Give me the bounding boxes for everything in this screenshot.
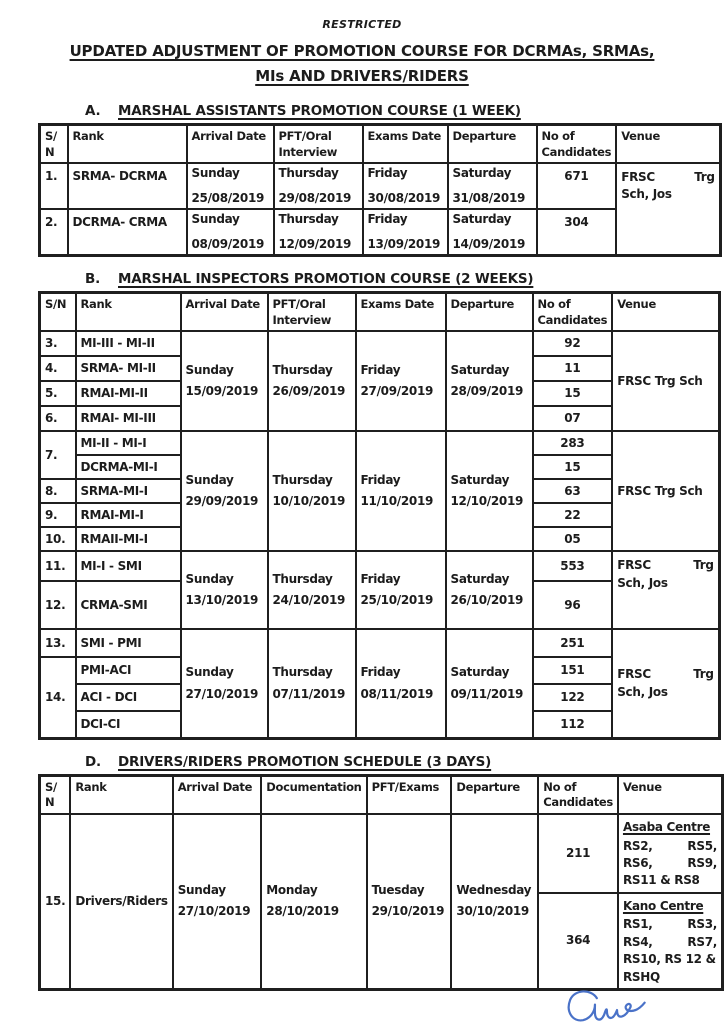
table-row — [40, 629, 720, 657]
pft-day: Thursday — [278, 212, 339, 227]
col-header-candidates: No of Candidates — [533, 293, 613, 332]
exam-day: Friday — [360, 665, 401, 680]
departure-day: Saturday — [450, 571, 510, 586]
sn-cell: 4. — [40, 356, 76, 381]
arrival-cell — [187, 163, 274, 209]
departure-date: 12/10/2019 — [450, 494, 524, 509]
venue-line1 — [617, 666, 714, 683]
document-title-line1: UPDATED ADJUSTMENT OF PROMOTION COURSE FOR DCRMAs, SRMAs, — [69, 42, 655, 60]
table-a-header-row — [40, 125, 721, 164]
candidates-cell: 283 — [533, 431, 613, 455]
rank-cell: RMAI-MI-II — [76, 381, 181, 406]
departure-date: 14/09/2019 — [452, 236, 526, 251]
sn-cell: 3. — [40, 331, 76, 356]
col-header-venue: Venue — [618, 775, 723, 814]
section-b-heading — [85, 271, 724, 287]
table-row — [40, 551, 720, 581]
rank-cell: ACI - DCI — [76, 684, 181, 711]
section-d-heading — [85, 754, 724, 770]
col-header-arrival: Arrival Date — [181, 293, 268, 332]
venue-cell-kano — [618, 893, 723, 990]
departure-cell — [446, 551, 533, 629]
departure-day: Wednesday — [456, 882, 532, 897]
classification-marking: RESTRICTED — [322, 18, 402, 31]
exam-date: 11/10/2019 — [360, 494, 434, 509]
col-header-candidates: No of Candidates — [538, 775, 618, 814]
pft-date: 24/10/2019 — [272, 593, 346, 608]
col-header-arrival: Arrival Date — [187, 125, 274, 164]
section-d-title: DRIVERS/RIDERS PROMOTION SCHEDULE (3 DAYS) — [118, 753, 492, 770]
pft-day: Tuesday — [371, 882, 425, 897]
arrival-day: Sunday — [185, 472, 234, 487]
documentation-date: 28/10/2019 — [266, 904, 339, 919]
col-header-sn: S/N — [40, 293, 76, 332]
col-header-departure: Departure — [451, 775, 538, 814]
station: RS2, — [622, 838, 653, 853]
rank-cell: CRMA-SMI — [76, 581, 181, 629]
exam-day: Friday — [360, 362, 401, 377]
departure-day: Saturday — [452, 212, 512, 227]
pft-day: Thursday — [272, 362, 333, 377]
departure-date: 31/08/2019 — [452, 190, 526, 205]
station: RS6, — [622, 855, 653, 870]
departure-cell — [446, 431, 533, 551]
arrival-day: Sunday — [185, 571, 234, 586]
exam-date: 08/11/2019 — [360, 686, 434, 701]
arrival-cell — [181, 431, 268, 551]
exams-cell — [363, 209, 448, 256]
departure-cell — [448, 209, 537, 256]
venue-word2: Trg — [694, 170, 715, 185]
sn-cell: 6. — [40, 406, 76, 431]
candidates-cell: 15 — [533, 381, 613, 406]
venue-line — [623, 916, 717, 933]
sn-cell: 2. — [40, 209, 68, 256]
arrival-cell — [181, 331, 268, 431]
station: RS7, — [687, 934, 717, 949]
col-header-exams: Exams Date — [356, 293, 446, 332]
sn-cell: 9. — [40, 503, 76, 527]
venue-line — [623, 838, 717, 855]
marshal-assistants-table — [38, 123, 722, 257]
col-header-candidates: No of Candidates — [537, 125, 617, 164]
sn-cell: 1. — [40, 163, 68, 209]
rank-cell: DCRMA- CRMA — [68, 209, 187, 256]
pft-date: 12/09/2019 — [278, 236, 352, 251]
arrival-cell — [181, 629, 268, 738]
section-a-letter: A. — [85, 103, 101, 119]
rank-cell: SMI - PMI — [76, 629, 181, 657]
rank-cell: RMAI- MI-III — [76, 406, 181, 431]
documentation-day: Monday — [266, 882, 318, 897]
candidates-cell: 07 — [533, 406, 613, 431]
exams-cell — [356, 629, 446, 738]
sn-cell: 12. — [40, 581, 76, 629]
col-header-venue: Venue — [612, 293, 719, 332]
venue-word1: FRSC — [617, 667, 651, 682]
candidates-cell: 63 — [533, 479, 613, 503]
table-row — [40, 431, 720, 455]
sn-cell: 15. — [40, 814, 71, 989]
col-header-sn: S/ N — [40, 775, 71, 814]
col-header-pft: PFT/Oral Interview — [274, 125, 363, 164]
exam-day: Friday — [367, 166, 408, 181]
candidates-cell: 211 — [538, 814, 618, 893]
candidates-cell: 05 — [533, 527, 613, 551]
venue-cell: FRSC Trg Sch — [612, 331, 719, 431]
arrival-day: Sunday — [185, 665, 234, 680]
table-row — [40, 331, 720, 356]
pft-cell — [274, 209, 363, 256]
departure-cell — [446, 629, 533, 738]
rank-cell: MI-I - SMI — [76, 551, 181, 581]
pft-day: Thursday — [272, 472, 333, 487]
arrival-day: Sunday — [177, 882, 226, 897]
col-header-arrival: Arrival Date — [173, 775, 262, 814]
candidates-cell: 22 — [533, 503, 613, 527]
pft-date: 07/11/2019 — [272, 686, 346, 701]
departure-date: 09/11/2019 — [450, 686, 524, 701]
venue-cell — [612, 629, 719, 738]
section-d-letter: D. — [85, 753, 101, 770]
col-header-rank: Rank — [76, 293, 181, 332]
document-title — [0, 39, 724, 89]
rank-cell: MI-II - MI-I — [76, 431, 181, 455]
col-header-rank: Rank — [68, 125, 187, 164]
arrival-day: Sunday — [185, 362, 234, 377]
sn-cell: 8. — [40, 479, 76, 503]
col-header-pft-exams: PFT/Exams — [367, 775, 452, 814]
centre-name: Kano Centre — [622, 898, 704, 913]
departure-date: 30/10/2019 — [456, 904, 529, 919]
departure-cell — [451, 814, 538, 989]
documentation-cell — [261, 814, 366, 989]
candidates-cell: 122 — [533, 684, 613, 711]
rank-cell: Drivers/Riders — [70, 814, 172, 989]
arrival-day: Sunday — [191, 166, 240, 181]
station: RS5, — [687, 838, 717, 853]
section-a-title: MARSHAL ASSISTANTS PROMOTION COURSE (1 WEEK) — [118, 103, 521, 119]
station: RS9, — [687, 855, 717, 870]
signature — [560, 987, 652, 1024]
col-header-departure: Departure — [448, 125, 537, 164]
candidates-cell: 11 — [533, 356, 613, 381]
exam-day: Friday — [367, 212, 408, 227]
venue-cell: FRSC Trg Sch — [612, 431, 719, 551]
venue-cell — [616, 163, 720, 256]
arrival-date: 27/10/2019 — [185, 686, 259, 701]
candidates-cell: 96 — [533, 581, 613, 629]
sn-cell: 10. — [40, 527, 76, 551]
sn-cell: 11. — [40, 551, 76, 581]
exam-day: Friday — [360, 571, 401, 586]
pft-date: 29/10/2019 — [371, 904, 445, 919]
departure-cell — [446, 331, 533, 431]
marshal-inspectors-table — [38, 291, 721, 740]
arrival-date: 29/09/2019 — [185, 494, 259, 509]
pft-cell — [268, 551, 356, 629]
arrival-date: 25/08/2019 — [191, 190, 265, 205]
exams-cell — [356, 551, 446, 629]
col-header-rank: Rank — [70, 775, 172, 814]
rank-cell: SRMA-MI-I — [76, 479, 181, 503]
venue-line: RS10, RS 12 & — [622, 952, 716, 967]
col-header-pft: PFT/Oral Interview — [268, 293, 356, 332]
arrival-cell — [181, 551, 268, 629]
document-title-line2: MIs AND DRIVERS/RIDERS — [255, 67, 469, 85]
rank-cell: RMAII-MI-I — [76, 527, 181, 551]
section-b-letter: B. — [85, 271, 101, 288]
pft-date: 29/08/2019 — [278, 190, 352, 205]
departure-day: Saturday — [450, 665, 510, 680]
pft-cell — [268, 629, 356, 738]
station: RS3, — [687, 917, 717, 932]
pft-date: 26/09/2019 — [272, 384, 346, 399]
venue-line2: Sch, Jos — [621, 187, 672, 202]
pft-day: Thursday — [278, 166, 339, 181]
rank-cell: RMAI-MI-I — [76, 503, 181, 527]
col-header-exams: Exams Date — [363, 125, 448, 164]
venue-word1: FRSC — [617, 558, 651, 573]
sn-cell: 14. — [40, 657, 76, 738]
venue-word2: Trg — [693, 667, 714, 682]
rank-cell: MI-III - MI-II — [76, 331, 181, 356]
venue-line — [623, 855, 717, 872]
section-b-title: MARSHAL INSPECTORS PROMOTION COURSE (2 WEEKS) — [118, 271, 534, 288]
pft-cell — [268, 431, 356, 551]
arrival-cell — [173, 814, 262, 989]
venue-word2: Trg — [693, 558, 714, 573]
venue-word1: FRSC — [621, 170, 655, 185]
exams-cell — [363, 163, 448, 209]
venue-line: RS11 & RS8 — [622, 873, 700, 888]
rank-cell: SRMA- MI-II — [76, 356, 181, 381]
exams-cell — [356, 331, 446, 431]
col-header-venue: Venue — [616, 125, 720, 164]
table-row — [40, 163, 721, 209]
station: RS4, — [622, 934, 653, 949]
venue-line: RSHQ — [622, 969, 660, 984]
signature-stroke — [569, 991, 645, 1020]
rank-cell: DCRMA-MI-I — [76, 455, 181, 479]
venue-cell-asaba — [618, 814, 723, 893]
col-header-sn: S/ N — [40, 125, 68, 164]
venue-line1 — [621, 169, 715, 186]
rank-cell: SRMA- DCRMA — [68, 163, 187, 209]
sn-cell: 5. — [40, 381, 76, 406]
pft-date: 10/10/2019 — [272, 494, 346, 509]
candidates-cell: 553 — [533, 551, 613, 581]
venue-line — [623, 934, 717, 951]
candidates-cell: 92 — [533, 331, 613, 356]
arrival-date: 13/10/2019 — [185, 593, 259, 608]
arrival-day: Sunday — [191, 212, 240, 227]
table-d-header-row — [40, 775, 723, 814]
pft-cell — [268, 331, 356, 431]
departure-date: 28/09/2019 — [450, 384, 524, 399]
centre-name: Asaba Centre — [622, 819, 711, 834]
sn-cell: 13. — [40, 629, 76, 657]
candidates-cell: 112 — [533, 711, 613, 738]
table-b-header-row — [40, 293, 720, 332]
venue-line2: Sch, Jos — [617, 684, 668, 699]
col-header-documentation: Documentation — [261, 775, 366, 814]
pft-exams-cell — [367, 814, 452, 989]
venue-cell — [612, 551, 719, 629]
exam-date: 30/08/2019 — [367, 190, 441, 205]
departure-day: Saturday — [452, 166, 512, 181]
candidates-cell: 671 — [537, 163, 617, 209]
exam-date: 13/09/2019 — [367, 236, 441, 251]
sn-cell: 7. — [40, 431, 76, 479]
pft-day: Thursday — [272, 665, 333, 680]
arrival-date: 08/09/2019 — [191, 236, 265, 251]
venue-line1 — [617, 557, 714, 574]
candidates-cell: 251 — [533, 629, 613, 657]
arrival-date: 15/09/2019 — [185, 384, 259, 399]
exams-cell — [356, 431, 446, 551]
rank-cell: PMI-ACI — [76, 657, 181, 684]
rank-cell: DCI-CI — [76, 711, 181, 738]
arrival-date: 27/10/2019 — [177, 904, 251, 919]
station: RS1, — [622, 917, 653, 932]
exam-day: Friday — [360, 472, 401, 487]
candidates-cell: 304 — [537, 209, 617, 256]
table-row — [40, 814, 723, 893]
candidates-cell: 364 — [538, 893, 618, 990]
departure-day: Saturday — [450, 362, 510, 377]
exam-date: 25/10/2019 — [360, 593, 434, 608]
departure-date: 26/10/2019 — [450, 593, 524, 608]
arrival-cell — [187, 209, 274, 256]
departure-day: Saturday — [450, 472, 510, 487]
candidates-cell: 15 — [533, 455, 613, 479]
departure-cell — [448, 163, 537, 209]
exam-date: 27/09/2019 — [360, 384, 434, 399]
pft-cell — [274, 163, 363, 209]
venue-line2: Sch, Jos — [617, 575, 668, 590]
drivers-riders-table — [38, 774, 724, 991]
signature-row — [0, 987, 724, 1024]
pft-day: Thursday — [272, 571, 333, 586]
col-header-departure: Departure — [446, 293, 533, 332]
candidates-cell: 151 — [533, 657, 613, 684]
section-a-heading — [85, 103, 724, 119]
